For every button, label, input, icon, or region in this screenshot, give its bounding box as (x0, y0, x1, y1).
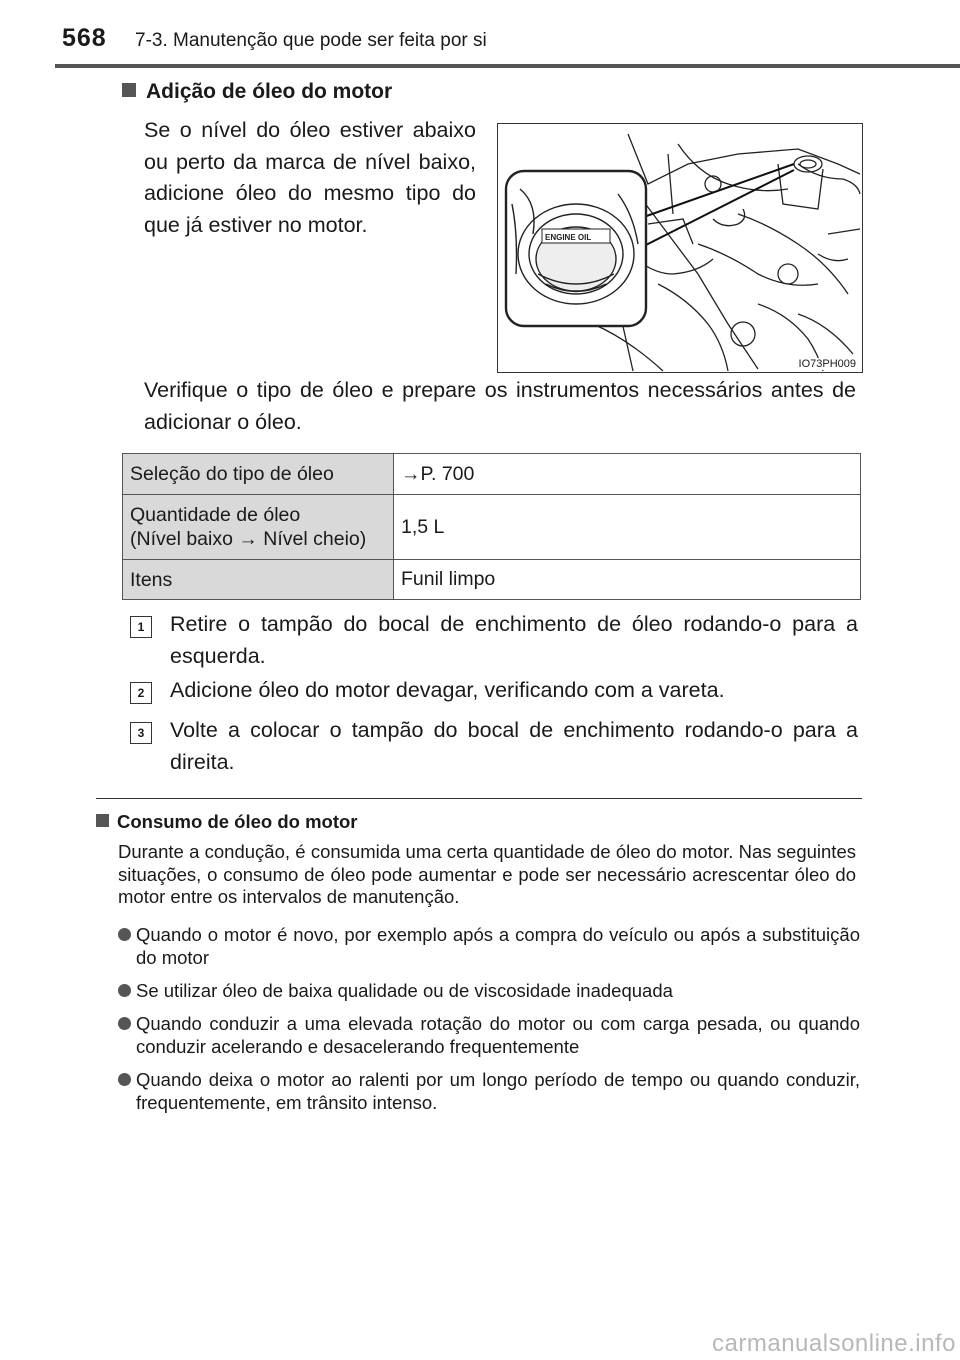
table-row (123, 495, 861, 560)
step-number-badge: 2 (130, 682, 152, 704)
engine-oil-figure (497, 123, 863, 373)
table-label: Quantidade de óleo (Nível baixo → Nível cheio) (123, 495, 394, 560)
section-title (122, 80, 392, 104)
list-item-text: Se utilizar óleo de baixa qualidade ou de viscosidade inadequada (136, 980, 673, 1001)
table-label: Itens (123, 560, 394, 600)
site-watermark: carmanualsonline.info (712, 1330, 956, 1357)
table-value: →P. 700 (394, 454, 861, 495)
circle-bullet-icon (118, 928, 131, 941)
section-title-text: Adição de óleo do motor (146, 80, 393, 103)
table-row (123, 454, 861, 495)
list-item (118, 1013, 860, 1058)
engine-bay-illustration (498, 124, 862, 372)
cap-label: ENGINE OIL (545, 233, 592, 242)
section-header: 7-3. Manutenção que pode ser feita por si (135, 30, 487, 51)
step-number-badge: 3 (130, 722, 152, 744)
oil-spec-table (122, 453, 861, 600)
note-paragraph: Durante a condução, é consumida uma certa quantidade de óleo do motor. Nas seguintes situações, o consumo de óleo pode aumentar e pode ser necessário acrescentar óleo do motor entre os intervalos de manutenção. (118, 841, 856, 907)
verify-paragraph: Verifique o tipo de óleo e prepare os instrumentos necessários antes de adicionar o óleo. (144, 378, 856, 434)
figure-code: IO73PH009 (798, 358, 856, 370)
circle-bullet-icon (118, 1017, 131, 1030)
circle-bullet-icon (118, 984, 131, 997)
section-divider (96, 798, 862, 799)
table-row (123, 560, 861, 600)
list-item-text: Quando deixa o motor ao ralenti por um longo período de tempo ou quando conduzir, frequentemente, em trânsito intenso. (136, 1069, 860, 1113)
step-item (130, 715, 858, 778)
list-item-text: Quando o motor é novo, por exemplo após a compra do veículo ou após a substituição do motor (136, 924, 860, 968)
step-text: Volte a colocar o tampão do bocal de enchimento rodando-o para a direita. (170, 718, 858, 774)
circle-bullet-icon (118, 1073, 131, 1086)
list-item (118, 980, 860, 1003)
intro-paragraph: Se o nível do óleo estiver abaixo ou perto da marca de nível baixo, adicione óleo do mesmo tipo do que já estiver no motor. (144, 118, 476, 237)
table-value: Funil limpo (394, 560, 861, 600)
list-item-text: Quando conduzir a uma elevada rotação do motor ou com carga pesada, ou quando conduzir acelerando e desacelerando frequentemente (136, 1013, 860, 1057)
header-divider (55, 64, 960, 68)
table-value: 1,5 L (394, 495, 861, 560)
step-item (130, 609, 858, 672)
step-item (130, 675, 858, 707)
step-number-badge: 1 (130, 616, 152, 638)
list-item (118, 924, 860, 969)
step-text: Adicione óleo do motor devagar, verificando com a vareta. (170, 678, 725, 702)
square-bullet-icon (96, 814, 109, 827)
square-bullet-icon (122, 83, 136, 97)
note-title (96, 811, 358, 833)
step-text: Retire o tampão do bocal de enchimento de óleo rodando-o para a esquerda. (170, 612, 858, 668)
note-title-text: Consumo de óleo do motor (117, 811, 358, 832)
table-label: Seleção do tipo de óleo (123, 454, 394, 495)
page-number: 568 (62, 24, 107, 52)
list-item (118, 1069, 860, 1114)
